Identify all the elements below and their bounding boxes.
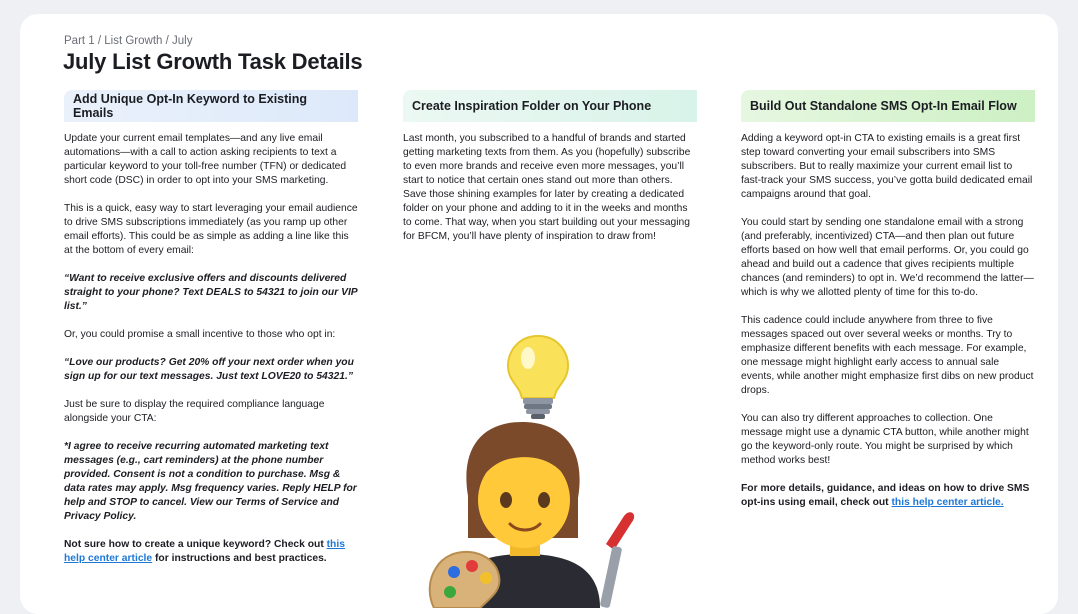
- paragraph: Or, you could promise a small incentive to those who opt in:: [64, 329, 336, 340]
- example-quote: “Want to receive exclusive offers and discounts delivered straight to your phone? Text DEALS to 54321 to join our VIP list.”: [64, 273, 358, 312]
- column-heading: Create Inspiration Folder on Your Phone: [403, 90, 697, 122]
- column-heading: Build Out Standalone SMS Opt-In Email Flow: [741, 90, 1035, 122]
- column-body: [64, 132, 358, 566]
- breadcrumb: Part 1 / List Growth / July: [64, 35, 193, 47]
- task-column-opt-in-keyword: [64, 90, 358, 580]
- paragraph: You can also try different approaches to collection. One message might use a dynamic CTA button, while another might go the keyword-only route. You might be surprised by which method works best!: [741, 413, 1029, 466]
- paintbrush-icon: [600, 512, 634, 608]
- example-quote: “Love our products? Get 20% off your next order when you sign up for our text messages. Just text LOVE20 to 54321.”: [64, 357, 354, 382]
- artist-illustration: [410, 318, 640, 608]
- paragraph: This cadence could include anywhere from three to five messages spaced out over several weeks or months. Try to emphasize different benefits with each message. For example, one message might highlight early access to annual sale events, while another might emphasize first dibs on new product drops.: [741, 315, 1034, 396]
- task-column-sms-opt-in-flow: [741, 90, 1035, 524]
- help-note: [741, 482, 1035, 510]
- paragraph: Update your current email templates—and any live email automations—with a call to action asking recipients to text a particular keyword to your toll-free number (TFN) or dedicated short code (DSC) in order to opt into your SMS marketing.: [64, 133, 347, 186]
- paragraph: This is a quick, easy way to start leveraging your email audience to drive SMS subscriptions immediately (as you ramp up other email efforts). This could be as simple as adding a line like this at the bottom of every email:: [64, 203, 358, 256]
- paragraph: You could start by sending one standalone email with a strong (and preferably, incentivized) CTA—and then plan out future efforts based on how well that email performs. Or, you could go ahead and build out a cadence that gives recipients multiple chances (and reminders) to opt in. We’d recommend the latter—which is why we allotted plenty of time for this to-do.: [741, 217, 1034, 298]
- compliance-text: *I agree to receive recurring automated marketing text messages (e.g., cart reminders) at the phone number provided. Consent is not a condition to purchase. Msg & data rates may apply. Msg frequency varies. Reply HELP for help and STOP to cancel. View our Terms of Service and Privacy Policy.: [64, 441, 357, 522]
- help-note: [64, 538, 358, 566]
- paint-palette-icon: [430, 552, 500, 608]
- help-center-link[interactable]: this help center article.: [891, 497, 1004, 508]
- paragraph: Just be sure to display the required compliance language alongside your CTA:: [64, 399, 325, 424]
- light-bulb-icon: [508, 336, 568, 419]
- paragraph: Last month, you subscribed to a handful of brands and started getting marketing texts from them. As you (hopefully) subscribe to even more brands and receive even more messages, you’ll start to notice that certain ones stand out more than others. Save those shining examples for later by creating a dedicated folder on your phone and adding to it in the weeks and months to come. That way, when you start building out your messaging for BFCM, you’ll have plenty of inspiration to draw from!: [403, 133, 691, 242]
- column-body: [403, 132, 697, 244]
- help-note-text: Not sure how to create a unique keyword? Check out: [64, 539, 327, 550]
- task-column-inspiration-folder: [403, 90, 697, 258]
- help-note-text: for instructions and best practices.: [152, 553, 327, 564]
- help-center-link[interactable]: this help center article: [64, 539, 345, 564]
- help-note-text: For more details, guidance, and ideas on how to drive SMS opt-ins using email, check out: [741, 483, 1030, 508]
- column-heading: Add Unique Opt-In Keyword to Existing Emails: [64, 90, 358, 122]
- column-body: [741, 132, 1035, 510]
- page-title: July List Growth Task Details: [63, 49, 363, 74]
- paragraph: Adding a keyword opt-in CTA to existing emails is a great first step toward converting your email subscribers into SMS subscribers. But to really maximize your current email list to fast-track your SMS success, you’ve gotta build dedicated email campaigns around that goal.: [741, 133, 1033, 200]
